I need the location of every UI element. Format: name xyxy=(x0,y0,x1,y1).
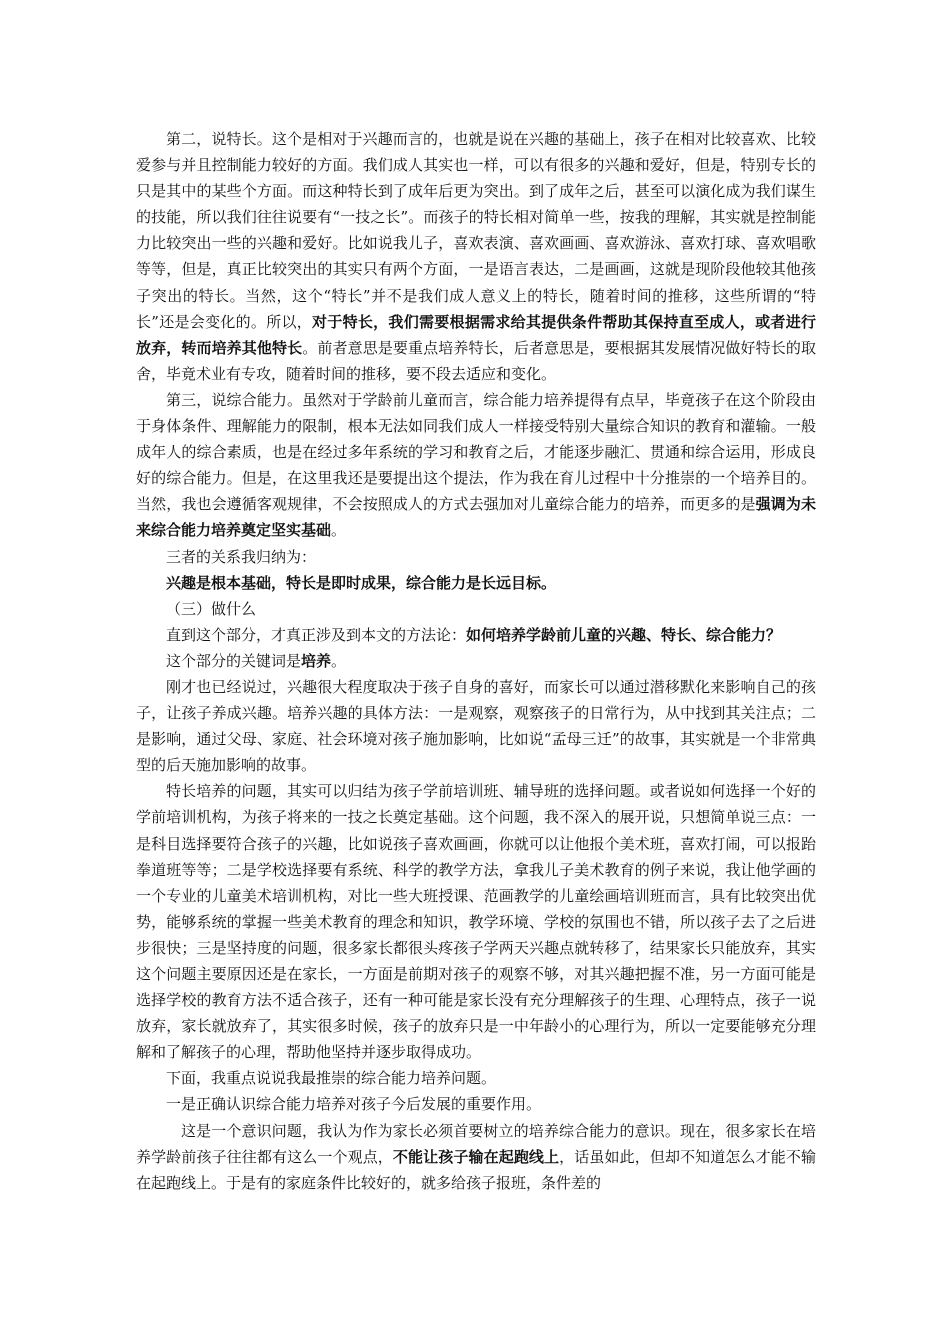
text-span: （三）做什么 xyxy=(166,599,257,618)
paragraph-relation-intro xyxy=(136,544,816,570)
text-span: 。 xyxy=(331,651,347,670)
paragraph-specialty-training xyxy=(136,778,816,1065)
text-span: 直到这个部分，才真正涉及到本文的方法论： xyxy=(166,625,467,644)
text-span: 。前者意思是要重点培养特长，后者意思是，要根据其发展情况做好特长的取舍，毕竟术业有专攻，随着时间的推移，要不段去适应和变化。 xyxy=(136,338,816,383)
bold-text: 不能让孩子输在起跑线上 xyxy=(392,1147,560,1166)
text-span: 这个部分的关键词是 xyxy=(166,651,302,670)
text-span: 一是正确认识综合能力培养对孩子今后发展的重要作用。 xyxy=(166,1095,542,1114)
text-span: 刚才也已经说过，兴趣很大程度取决于孩子自身的喜好，而家长可以通过潜移默化来影响自己的孩子，让孩子养成兴趣。培养兴趣的具体方法：一是观察，观察孩子的日常行为，从中找到其关注点；二是影响，通过父母、家庭、社会环境对孩子施加影响，比如说“孟母三迁”的故事，其实就是一个非常典型的后天施加影响的故事。 xyxy=(136,677,816,775)
text-span: 第二，说特长。这个是相对于兴趣而言的，也就是说在兴趣的基础上，孩子在相对比较喜欢、比较爱参与并且控制能力较好的方面。我们成人其实也一样，可以有很多的兴趣和爱好，但是，特别专长的只是其中的某些个方面。而这种特长到了成年后更为突出。到了成年之后，甚至可以演化成为我们谋生的技能，所以我们往往说要有“一技之长”。而孩子的特长相对简单一些，按我的理解，其实就是控制能力比较突出一些的兴趣和爱好。比如说我儿子，喜欢表演、喜欢画画、喜欢游泳、喜欢打球、喜欢唱歌等等，但是，真正比较突出的其实只有两个方面，一是语言表达，二是画画，这就是现阶段他较其他孩子突出的特长。当然，这个“特长”并不是我们成人意义上的特长，随着时间的推移，这些所谓的“特长”还是会变化的。所以， xyxy=(136,130,816,331)
paragraph-comprehensive xyxy=(136,387,816,544)
document-page xyxy=(136,126,816,1196)
paragraph-next-focus xyxy=(136,1065,816,1091)
text-span: 。 xyxy=(331,521,347,540)
text-span: 下面，我重点说说我最推崇的综合能力培养问题。 xyxy=(166,1069,497,1088)
text-span: 三者的关系我归纳为： xyxy=(166,547,317,566)
text-span: ，话虽如此，但却不知道怎么才能不输在起跑线上。于是有的家庭条件比较好的，就多给孩子报班，条件差的 xyxy=(136,1147,816,1192)
bold-text: 培养 xyxy=(301,651,332,670)
paragraph-keyword xyxy=(136,648,816,674)
paragraph-point-one xyxy=(136,1091,816,1117)
bold-text: 兴趣是根本基础，特长是即时成果，综合能力是长远目标。 xyxy=(166,573,557,592)
bold-text: 强调为未来综合能力培养奠定坚实基础 xyxy=(136,495,816,540)
text-span: 这是一个意识问题，我认为作为家长必须首要树立的培养综合能力的意识。现在，很多家长在培养学龄前孩子往往都有这么一个观点， xyxy=(136,1121,816,1166)
paragraph-awareness xyxy=(136,1118,816,1196)
bold-text: 如何培养学龄前儿童的兴趣、特长、综合能力？ xyxy=(466,625,782,644)
paragraph-interest-training xyxy=(136,674,816,778)
text-span: 第三，说综合能力。虽然对于学龄前儿童而言，综合能力培养提得有点早，毕竟孩子在这个阶段由于身体条件、理解能力的限制，根本无法如同我们成人一样接受特别大量综合知识的教育和灌输。一般成年人的综合素质，也是在经过多年系统的学习和教育之后，才能逐步融汇、贯通和综合运用，形成良好的综合能力。但是，在这里我还是要提出这个提法，作为我在育儿过程中十分推崇的一个培养目的。当然，我也会遵循客观规律，不会按照成人的方式去强加对儿童综合能力的培养，而更多的是 xyxy=(136,390,816,514)
bold-text: 对于特长，我们需要根据需求给其提供条件帮助其保持直至成人，或者进行放弃，转而培养其他特长 xyxy=(136,312,816,357)
text-span: 特长培养的问题，其实可以归结为孩子学前培训班、辅导班的选择问题。或者说如何选择一个好的学前培训机构，为孩子将来的一技之长奠定基础。这个问题，我不深入的展开说，只想简单说三点：一是科目选择要符合孩子的兴趣，比如说孩子喜欢画画，你就可以让他报个美术班，喜欢打闹，可以报跆拳道班等等；二是学校选择要有系统、科学的教学方法，拿我儿子美术教育的例子来说，我让他学画的一个专业的儿童美术培训机构，对比一些大班授课、范画教学的儿童绘画培训班而言，具有比较突出优势，能够系统的掌握一些美术教育的理念和知识，教学环境、学校的氛围也不错，所以孩子去了之后进步很快；三是坚持度的问题，很多家长都很头疼孩子学两天兴趣点就转移了，结果家长只能放弃，其实这个问题主要原因还是在家长，一方面是前期对孩子的观察不够，对其兴趣把握不准，另一方面可能是选择学校的教育方法不适合孩子，还有一种可能是家长没有充分理解孩子的生理、心理特点，孩子一说放弃，家长就放弃了，其实很多时候，孩子的放弃只是一中年龄小的心理行为，所以一定要能够充分理解和了解孩子的心理，帮助他坚持并逐步取得成功。 xyxy=(136,782,816,1062)
paragraph-relation-summary xyxy=(136,570,816,596)
section-heading-what-to-do xyxy=(136,596,816,622)
paragraph-methodology xyxy=(136,622,816,648)
paragraph-specialty xyxy=(136,126,816,387)
